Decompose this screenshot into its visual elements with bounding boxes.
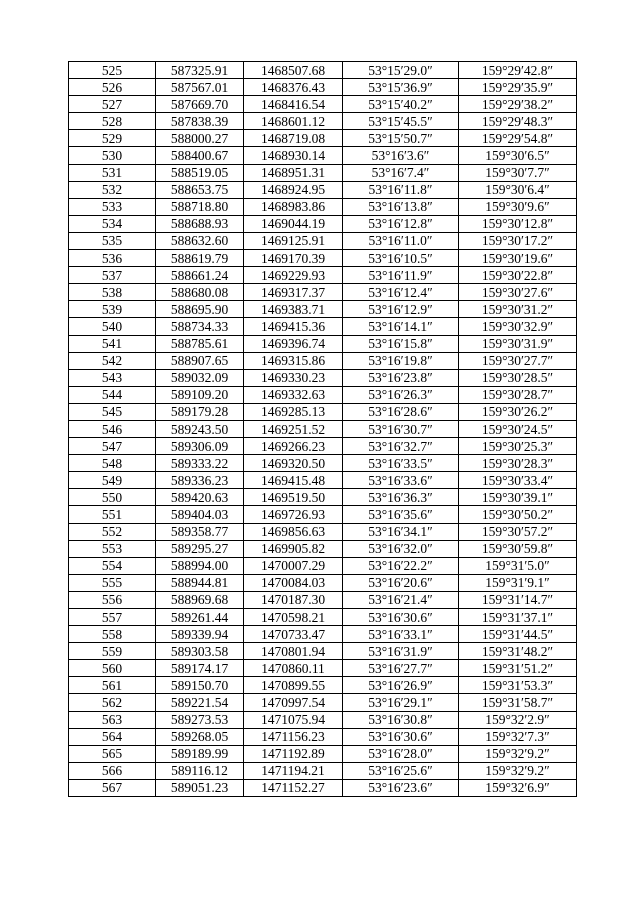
latitude-cell: 53°16′12.4″ bbox=[343, 284, 459, 301]
table-row bbox=[69, 403, 577, 420]
latitude-cell: 53°16′20.6″ bbox=[343, 574, 459, 591]
latitude-cell: 53°15′29.0″ bbox=[343, 62, 459, 79]
table-row bbox=[69, 181, 577, 198]
longitude-cell: 159°31′37.1″ bbox=[459, 609, 577, 626]
longitude-cell: 159°30′7.7″ bbox=[459, 164, 577, 181]
point-number-cell: 528 bbox=[69, 113, 156, 130]
longitude-cell: 159°30′24.5″ bbox=[459, 420, 577, 437]
point-number-cell: 549 bbox=[69, 472, 156, 489]
x-coordinate-cell: 589333.22 bbox=[156, 455, 244, 472]
longitude-cell: 159°30′39.1″ bbox=[459, 489, 577, 506]
latitude-cell: 53°16′13.8″ bbox=[343, 198, 459, 215]
longitude-cell: 159°31′5.0″ bbox=[459, 557, 577, 574]
x-coordinate-cell: 589179.28 bbox=[156, 403, 244, 420]
longitude-cell: 159°32′2.9″ bbox=[459, 711, 577, 728]
latitude-cell: 53°16′32.0″ bbox=[343, 540, 459, 557]
longitude-cell: 159°30′28.3″ bbox=[459, 455, 577, 472]
longitude-cell: 159°31′58.7″ bbox=[459, 694, 577, 711]
y-coordinate-cell: 1470860.11 bbox=[244, 660, 343, 677]
x-coordinate-cell: 588734.33 bbox=[156, 318, 244, 335]
longitude-cell: 159°30′28.7″ bbox=[459, 386, 577, 403]
table-row bbox=[69, 198, 577, 215]
table-row bbox=[69, 250, 577, 267]
latitude-cell: 53°16′12.8″ bbox=[343, 215, 459, 232]
table-row bbox=[69, 591, 577, 608]
latitude-cell: 53°16′3.6″ bbox=[343, 147, 459, 164]
latitude-cell: 53°16′11.8″ bbox=[343, 181, 459, 198]
x-coordinate-cell: 588519.05 bbox=[156, 164, 244, 181]
point-number-cell: 550 bbox=[69, 489, 156, 506]
longitude-cell: 159°30′6.5″ bbox=[459, 147, 577, 164]
table-row bbox=[69, 79, 577, 96]
point-number-cell: 555 bbox=[69, 574, 156, 591]
x-coordinate-cell: 587838.39 bbox=[156, 113, 244, 130]
latitude-cell: 53°15′50.7″ bbox=[343, 130, 459, 147]
y-coordinate-cell: 1469905.82 bbox=[244, 540, 343, 557]
table-row bbox=[69, 762, 577, 779]
table-row bbox=[69, 267, 577, 284]
y-coordinate-cell: 1469383.71 bbox=[244, 301, 343, 318]
x-coordinate-cell: 588907.65 bbox=[156, 352, 244, 369]
y-coordinate-cell: 1469315.86 bbox=[244, 352, 343, 369]
x-coordinate-cell: 589243.50 bbox=[156, 420, 244, 437]
table-row bbox=[69, 96, 577, 113]
latitude-cell: 53°16′23.8″ bbox=[343, 369, 459, 386]
point-number-cell: 526 bbox=[69, 79, 156, 96]
point-number-cell: 542 bbox=[69, 352, 156, 369]
longitude-cell: 159°31′48.2″ bbox=[459, 643, 577, 660]
table-row bbox=[69, 711, 577, 728]
latitude-cell: 53°15′40.2″ bbox=[343, 96, 459, 113]
x-coordinate-cell: 589189.99 bbox=[156, 745, 244, 762]
point-number-cell: 556 bbox=[69, 591, 156, 608]
point-number-cell: 561 bbox=[69, 677, 156, 694]
point-number-cell: 525 bbox=[69, 62, 156, 79]
y-coordinate-cell: 1470084.03 bbox=[244, 574, 343, 591]
point-number-cell: 541 bbox=[69, 335, 156, 352]
y-coordinate-cell: 1469332.63 bbox=[244, 386, 343, 403]
point-number-cell: 563 bbox=[69, 711, 156, 728]
table-row bbox=[69, 438, 577, 455]
x-coordinate-cell: 589358.77 bbox=[156, 523, 244, 540]
longitude-cell: 159°30′32.9″ bbox=[459, 318, 577, 335]
table-row bbox=[69, 386, 577, 403]
y-coordinate-cell: 1468719.08 bbox=[244, 130, 343, 147]
point-number-cell: 543 bbox=[69, 369, 156, 386]
point-number-cell: 531 bbox=[69, 164, 156, 181]
point-number-cell: 564 bbox=[69, 728, 156, 745]
x-coordinate-cell: 589221.54 bbox=[156, 694, 244, 711]
x-coordinate-cell: 589306.09 bbox=[156, 438, 244, 455]
latitude-cell: 53°16′25.6″ bbox=[343, 762, 459, 779]
longitude-cell: 159°30′17.2″ bbox=[459, 232, 577, 249]
point-number-cell: 537 bbox=[69, 267, 156, 284]
table-row bbox=[69, 232, 577, 249]
point-number-cell: 567 bbox=[69, 779, 156, 796]
table-row bbox=[69, 489, 577, 506]
latitude-cell: 53°16′26.9″ bbox=[343, 677, 459, 694]
point-number-cell: 547 bbox=[69, 438, 156, 455]
table-row bbox=[69, 728, 577, 745]
point-number-cell: 544 bbox=[69, 386, 156, 403]
longitude-cell: 159°30′9.6″ bbox=[459, 198, 577, 215]
longitude-cell: 159°30′27.7″ bbox=[459, 352, 577, 369]
latitude-cell: 53°16′28.6″ bbox=[343, 403, 459, 420]
x-coordinate-cell: 589420.63 bbox=[156, 489, 244, 506]
longitude-cell: 159°32′9.2″ bbox=[459, 762, 577, 779]
table-row bbox=[69, 164, 577, 181]
x-coordinate-cell: 589174.17 bbox=[156, 660, 244, 677]
longitude-cell: 159°32′9.2″ bbox=[459, 745, 577, 762]
x-coordinate-cell: 589303.58 bbox=[156, 643, 244, 660]
table-row bbox=[69, 369, 577, 386]
table-row bbox=[69, 745, 577, 762]
latitude-cell: 53°16′26.3″ bbox=[343, 386, 459, 403]
y-coordinate-cell: 1471152.27 bbox=[244, 779, 343, 796]
latitude-cell: 53°16′14.1″ bbox=[343, 318, 459, 335]
table-row bbox=[69, 318, 577, 335]
x-coordinate-cell: 587669.70 bbox=[156, 96, 244, 113]
x-coordinate-cell: 588688.93 bbox=[156, 215, 244, 232]
coordinates-table bbox=[68, 61, 577, 797]
latitude-cell: 53°16′11.0″ bbox=[343, 232, 459, 249]
table-row bbox=[69, 472, 577, 489]
y-coordinate-cell: 1469125.91 bbox=[244, 232, 343, 249]
longitude-cell: 159°30′50.2″ bbox=[459, 506, 577, 523]
longitude-cell: 159°30′27.6″ bbox=[459, 284, 577, 301]
point-number-cell: 529 bbox=[69, 130, 156, 147]
latitude-cell: 53°16′30.6″ bbox=[343, 609, 459, 626]
coordinates-table-body bbox=[69, 62, 577, 797]
latitude-cell: 53°16′29.1″ bbox=[343, 694, 459, 711]
latitude-cell: 53°16′33.1″ bbox=[343, 626, 459, 643]
point-number-cell: 536 bbox=[69, 250, 156, 267]
x-coordinate-cell: 588632.60 bbox=[156, 232, 244, 249]
point-number-cell: 530 bbox=[69, 147, 156, 164]
longitude-cell: 159°30′31.2″ bbox=[459, 301, 577, 318]
y-coordinate-cell: 1469330.23 bbox=[244, 369, 343, 386]
latitude-cell: 53°16′30.7″ bbox=[343, 420, 459, 437]
point-number-cell: 535 bbox=[69, 232, 156, 249]
table-row bbox=[69, 540, 577, 557]
table-row bbox=[69, 660, 577, 677]
y-coordinate-cell: 1469266.23 bbox=[244, 438, 343, 455]
x-coordinate-cell: 588944.81 bbox=[156, 574, 244, 591]
table-row bbox=[69, 506, 577, 523]
latitude-cell: 53°15′45.5″ bbox=[343, 113, 459, 130]
table-row bbox=[69, 609, 577, 626]
x-coordinate-cell: 588400.67 bbox=[156, 147, 244, 164]
y-coordinate-cell: 1468983.86 bbox=[244, 198, 343, 215]
longitude-cell: 159°30′57.2″ bbox=[459, 523, 577, 540]
y-coordinate-cell: 1468416.54 bbox=[244, 96, 343, 113]
x-coordinate-cell: 589268.05 bbox=[156, 728, 244, 745]
y-coordinate-cell: 1471192.89 bbox=[244, 745, 343, 762]
point-number-cell: 545 bbox=[69, 403, 156, 420]
y-coordinate-cell: 1470801.94 bbox=[244, 643, 343, 660]
y-coordinate-cell: 1471156.23 bbox=[244, 728, 343, 745]
x-coordinate-cell: 589295.27 bbox=[156, 540, 244, 557]
y-coordinate-cell: 1468951.31 bbox=[244, 164, 343, 181]
longitude-cell: 159°31′14.7″ bbox=[459, 591, 577, 608]
longitude-cell: 159°30′26.2″ bbox=[459, 403, 577, 420]
x-coordinate-cell: 589150.70 bbox=[156, 677, 244, 694]
latitude-cell: 53°16′36.3″ bbox=[343, 489, 459, 506]
y-coordinate-cell: 1468924.95 bbox=[244, 181, 343, 198]
longitude-cell: 159°30′33.4″ bbox=[459, 472, 577, 489]
x-coordinate-cell: 588680.08 bbox=[156, 284, 244, 301]
table-row bbox=[69, 779, 577, 796]
point-number-cell: 560 bbox=[69, 660, 156, 677]
longitude-cell: 159°29′48.3″ bbox=[459, 113, 577, 130]
table-row bbox=[69, 574, 577, 591]
x-coordinate-cell: 588661.24 bbox=[156, 267, 244, 284]
x-coordinate-cell: 588619.79 bbox=[156, 250, 244, 267]
y-coordinate-cell: 1469726.93 bbox=[244, 506, 343, 523]
latitude-cell: 53°16′35.6″ bbox=[343, 506, 459, 523]
y-coordinate-cell: 1471194.21 bbox=[244, 762, 343, 779]
longitude-cell: 159°29′54.8″ bbox=[459, 130, 577, 147]
table-row bbox=[69, 284, 577, 301]
table-row bbox=[69, 626, 577, 643]
longitude-cell: 159°30′22.8″ bbox=[459, 267, 577, 284]
y-coordinate-cell: 1468507.68 bbox=[244, 62, 343, 79]
point-number-cell: 557 bbox=[69, 609, 156, 626]
longitude-cell: 159°30′19.6″ bbox=[459, 250, 577, 267]
y-coordinate-cell: 1469317.37 bbox=[244, 284, 343, 301]
latitude-cell: 53°16′32.7″ bbox=[343, 438, 459, 455]
longitude-cell: 159°32′7.3″ bbox=[459, 728, 577, 745]
y-coordinate-cell: 1470598.21 bbox=[244, 609, 343, 626]
x-coordinate-cell: 587325.91 bbox=[156, 62, 244, 79]
point-number-cell: 533 bbox=[69, 198, 156, 215]
point-number-cell: 551 bbox=[69, 506, 156, 523]
table-row bbox=[69, 420, 577, 437]
y-coordinate-cell: 1468930.14 bbox=[244, 147, 343, 164]
latitude-cell: 53°16′28.0″ bbox=[343, 745, 459, 762]
point-number-cell: 540 bbox=[69, 318, 156, 335]
longitude-cell: 159°30′12.8″ bbox=[459, 215, 577, 232]
table-row bbox=[69, 455, 577, 472]
y-coordinate-cell: 1469856.63 bbox=[244, 523, 343, 540]
longitude-cell: 159°29′38.2″ bbox=[459, 96, 577, 113]
y-coordinate-cell: 1470997.54 bbox=[244, 694, 343, 711]
x-coordinate-cell: 588695.90 bbox=[156, 301, 244, 318]
y-coordinate-cell: 1469251.52 bbox=[244, 420, 343, 437]
longitude-cell: 159°29′35.9″ bbox=[459, 79, 577, 96]
table-row bbox=[69, 523, 577, 540]
y-coordinate-cell: 1469415.36 bbox=[244, 318, 343, 335]
table-row bbox=[69, 147, 577, 164]
latitude-cell: 53°16′31.9″ bbox=[343, 643, 459, 660]
x-coordinate-cell: 587567.01 bbox=[156, 79, 244, 96]
y-coordinate-cell: 1469170.39 bbox=[244, 250, 343, 267]
longitude-cell: 159°31′53.3″ bbox=[459, 677, 577, 694]
latitude-cell: 53°15′36.9″ bbox=[343, 79, 459, 96]
x-coordinate-cell: 589109.20 bbox=[156, 386, 244, 403]
latitude-cell: 53°16′19.8″ bbox=[343, 352, 459, 369]
longitude-cell: 159°31′9.1″ bbox=[459, 574, 577, 591]
point-number-cell: 565 bbox=[69, 745, 156, 762]
point-number-cell: 534 bbox=[69, 215, 156, 232]
x-coordinate-cell: 589116.12 bbox=[156, 762, 244, 779]
x-coordinate-cell: 589404.03 bbox=[156, 506, 244, 523]
point-number-cell: 548 bbox=[69, 455, 156, 472]
latitude-cell: 53°16′12.9″ bbox=[343, 301, 459, 318]
longitude-cell: 159°30′25.3″ bbox=[459, 438, 577, 455]
latitude-cell: 53°16′30.8″ bbox=[343, 711, 459, 728]
x-coordinate-cell: 589051.23 bbox=[156, 779, 244, 796]
longitude-cell: 159°30′6.4″ bbox=[459, 181, 577, 198]
y-coordinate-cell: 1470007.29 bbox=[244, 557, 343, 574]
x-coordinate-cell: 588000.27 bbox=[156, 130, 244, 147]
longitude-cell: 159°30′31.9″ bbox=[459, 335, 577, 352]
x-coordinate-cell: 589032.09 bbox=[156, 369, 244, 386]
latitude-cell: 53°16′30.6″ bbox=[343, 728, 459, 745]
point-number-cell: 538 bbox=[69, 284, 156, 301]
latitude-cell: 53°16′10.5″ bbox=[343, 250, 459, 267]
point-number-cell: 558 bbox=[69, 626, 156, 643]
table-row bbox=[69, 643, 577, 660]
y-coordinate-cell: 1469285.13 bbox=[244, 403, 343, 420]
latitude-cell: 53°16′15.8″ bbox=[343, 335, 459, 352]
latitude-cell: 53°16′7.4″ bbox=[343, 164, 459, 181]
longitude-cell: 159°32′6.9″ bbox=[459, 779, 577, 796]
y-coordinate-cell: 1469044.19 bbox=[244, 215, 343, 232]
y-coordinate-cell: 1471075.94 bbox=[244, 711, 343, 728]
y-coordinate-cell: 1469519.50 bbox=[244, 489, 343, 506]
point-number-cell: 554 bbox=[69, 557, 156, 574]
x-coordinate-cell: 589336.23 bbox=[156, 472, 244, 489]
table-row bbox=[69, 62, 577, 79]
y-coordinate-cell: 1469229.93 bbox=[244, 267, 343, 284]
table-row bbox=[69, 130, 577, 147]
latitude-cell: 53°16′34.1″ bbox=[343, 523, 459, 540]
y-coordinate-cell: 1469320.50 bbox=[244, 455, 343, 472]
latitude-cell: 53°16′33.5″ bbox=[343, 455, 459, 472]
y-coordinate-cell: 1470187.30 bbox=[244, 591, 343, 608]
point-number-cell: 539 bbox=[69, 301, 156, 318]
x-coordinate-cell: 589261.44 bbox=[156, 609, 244, 626]
y-coordinate-cell: 1468376.43 bbox=[244, 79, 343, 96]
point-number-cell: 552 bbox=[69, 523, 156, 540]
point-number-cell: 562 bbox=[69, 694, 156, 711]
point-number-cell: 553 bbox=[69, 540, 156, 557]
latitude-cell: 53°16′23.6″ bbox=[343, 779, 459, 796]
x-coordinate-cell: 588969.68 bbox=[156, 591, 244, 608]
y-coordinate-cell: 1469415.48 bbox=[244, 472, 343, 489]
point-number-cell: 527 bbox=[69, 96, 156, 113]
table-row bbox=[69, 301, 577, 318]
point-number-cell: 546 bbox=[69, 420, 156, 437]
longitude-cell: 159°30′59.8″ bbox=[459, 540, 577, 557]
table-row bbox=[69, 215, 577, 232]
longitude-cell: 159°29′42.8″ bbox=[459, 62, 577, 79]
table-row bbox=[69, 113, 577, 130]
latitude-cell: 53°16′21.4″ bbox=[343, 591, 459, 608]
x-coordinate-cell: 589273.53 bbox=[156, 711, 244, 728]
x-coordinate-cell: 589339.94 bbox=[156, 626, 244, 643]
y-coordinate-cell: 1470899.55 bbox=[244, 677, 343, 694]
table-row bbox=[69, 694, 577, 711]
table-row bbox=[69, 335, 577, 352]
longitude-cell: 159°31′51.2″ bbox=[459, 660, 577, 677]
y-coordinate-cell: 1468601.12 bbox=[244, 113, 343, 130]
table-row bbox=[69, 557, 577, 574]
longitude-cell: 159°31′44.5″ bbox=[459, 626, 577, 643]
point-number-cell: 559 bbox=[69, 643, 156, 660]
x-coordinate-cell: 588994.00 bbox=[156, 557, 244, 574]
x-coordinate-cell: 588653.75 bbox=[156, 181, 244, 198]
x-coordinate-cell: 588785.61 bbox=[156, 335, 244, 352]
latitude-cell: 53°16′33.6″ bbox=[343, 472, 459, 489]
longitude-cell: 159°30′28.5″ bbox=[459, 369, 577, 386]
latitude-cell: 53°16′22.2″ bbox=[343, 557, 459, 574]
x-coordinate-cell: 588718.80 bbox=[156, 198, 244, 215]
point-number-cell: 532 bbox=[69, 181, 156, 198]
table-row bbox=[69, 352, 577, 369]
y-coordinate-cell: 1469396.74 bbox=[244, 335, 343, 352]
y-coordinate-cell: 1470733.47 bbox=[244, 626, 343, 643]
point-number-cell: 566 bbox=[69, 762, 156, 779]
table-row bbox=[69, 677, 577, 694]
latitude-cell: 53°16′11.9″ bbox=[343, 267, 459, 284]
latitude-cell: 53°16′27.7″ bbox=[343, 660, 459, 677]
